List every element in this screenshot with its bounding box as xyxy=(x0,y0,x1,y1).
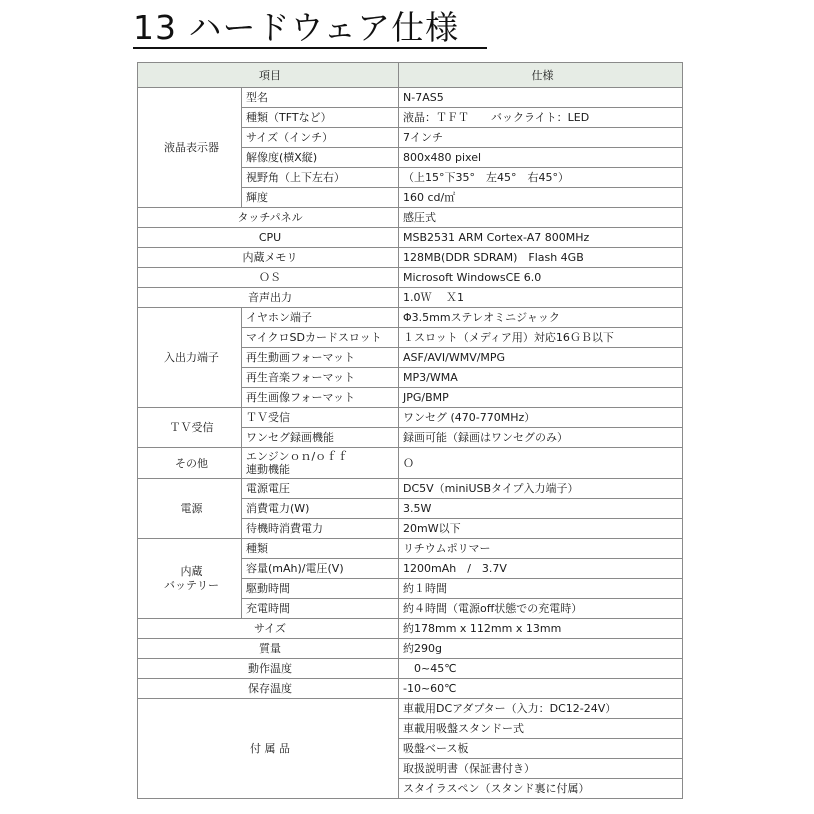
header-item: 項目 xyxy=(138,63,399,88)
spec-sub-label: 再生動画フォーマット xyxy=(242,348,399,368)
table-row xyxy=(138,88,683,108)
table-row xyxy=(138,479,683,499)
spec-sub-label: 種類（TFTなど） xyxy=(242,108,399,128)
spec-sub-label: エンジンｏｎ/ｏｆｆ 連動機能 xyxy=(242,448,399,479)
spec-value: Microsoft WindowsCE 6.0 xyxy=(399,268,683,288)
spec-sub-label: 駆動時間 xyxy=(242,579,399,599)
spec-value: MP3/WMA xyxy=(399,368,683,388)
spec-value: リチウムポリマー xyxy=(399,539,683,559)
spec-value: 吸盤ベース板 xyxy=(399,739,683,759)
table-row xyxy=(138,308,683,328)
table-row xyxy=(138,699,683,719)
table-row xyxy=(138,619,683,639)
spec-value: ASF/AVI/WMV/MPG xyxy=(399,348,683,368)
spec-sub-label: ＴＶ受信 xyxy=(242,408,399,428)
spec-value: 0~45℃ xyxy=(399,659,683,679)
spec-sub-label: 解像度(横X縦) xyxy=(242,148,399,168)
spec-value: 約290g xyxy=(399,639,683,659)
spec-value: 車載用吸盤スタンドー式 xyxy=(399,719,683,739)
spec-item-label: サイズ xyxy=(138,619,399,639)
spec-sub-label: 消費電力(W) xyxy=(242,499,399,519)
spec-sub-label: 待機時消費電力 xyxy=(242,519,399,539)
spec-value: MSB2531 ARM Cortex-A7 800MHz xyxy=(399,228,683,248)
spec-value: 1200mAh / 3.7V xyxy=(399,559,683,579)
spec-category: 入出力端子 xyxy=(138,308,242,408)
table-row xyxy=(138,539,683,559)
spec-value: 128MB(DDR SDRAM) Flash 4GB xyxy=(399,248,683,268)
spec-value: 20mW以下 xyxy=(399,519,683,539)
spec-value: 1.0Ｗ Ｘ1 xyxy=(399,288,683,308)
spec-value: 液晶：ＴＦＴ バックライト：LED xyxy=(399,108,683,128)
spec-value: 約178mm x 112mm x 13mm xyxy=(399,619,683,639)
spec-category: 電源 xyxy=(138,479,242,539)
spec-category: 付 属 品 xyxy=(138,699,399,799)
spec-item-label: CPU xyxy=(138,228,399,248)
title-underline xyxy=(133,47,487,49)
table-row xyxy=(138,639,683,659)
spec-sub-label: 再生画像フォーマット xyxy=(242,388,399,408)
spec-item-label: 動作温度 xyxy=(138,659,399,679)
spec-value: DC5V（miniUSBタイプ入力端子） xyxy=(399,479,683,499)
spec-value: １スロット（メディア用）対応16ＧＢ以下 xyxy=(399,328,683,348)
table-row xyxy=(138,208,683,228)
spec-value: 800x480 pixel xyxy=(399,148,683,168)
table-row xyxy=(138,288,683,308)
spec-item-label: タッチパネル xyxy=(138,208,399,228)
table-row xyxy=(138,228,683,248)
table-row xyxy=(138,248,683,268)
spec-item-label: 音声出力 xyxy=(138,288,399,308)
spec-value: （上15°下35° 左45° 右45°） xyxy=(399,168,683,188)
spec-category: その他 xyxy=(138,448,242,479)
spec-value: JPG/BMP xyxy=(399,388,683,408)
spec-value: -10~60℃ xyxy=(399,679,683,699)
table-row xyxy=(138,679,683,699)
spec-sub-label: イヤホン端子 xyxy=(242,308,399,328)
spec-sub-label: サイズ（インチ） xyxy=(242,128,399,148)
spec-category: 液晶表示器 xyxy=(138,88,242,208)
spec-value: Ｏ xyxy=(399,448,683,479)
spec-sub-label: 容量(mAh)/電圧(V) xyxy=(242,559,399,579)
spec-value: 車載用DCアダプター（入力：DC12-24V） xyxy=(399,699,683,719)
spec-item-label: 質量 xyxy=(138,639,399,659)
table-row xyxy=(138,659,683,679)
spec-value: 取扱説明書（保証書付き） xyxy=(399,759,683,779)
spec-item-label: ＯＳ xyxy=(138,268,399,288)
spec-sub-label: 視野角（上下左右） xyxy=(242,168,399,188)
spec-sub-label: ワンセグ録画機能 xyxy=(242,428,399,448)
spec-value: 感圧式 xyxy=(399,208,683,228)
spec-value: ワンセグ (470-770MHz） xyxy=(399,408,683,428)
spec-sub-label: 電源電圧 xyxy=(242,479,399,499)
spec-sub-label: マイクロSDカードスロット xyxy=(242,328,399,348)
spec-item-label: 内蔵メモリ xyxy=(138,248,399,268)
table-row xyxy=(138,268,683,288)
spec-value: N-7AS5 xyxy=(399,88,683,108)
spec-sub-label: 種類 xyxy=(242,539,399,559)
spec-value: 録画可能（録画はワンセグのみ） xyxy=(399,428,683,448)
spec-value: 7インチ xyxy=(399,128,683,148)
spec-sub-label: 型名 xyxy=(242,88,399,108)
page-title: 13 ハードウェア仕様 xyxy=(133,8,460,47)
table-row xyxy=(138,408,683,428)
spec-category: ＴＶ受信 xyxy=(138,408,242,448)
spec-sub-label: 輝度 xyxy=(242,188,399,208)
spec-sub-label: 充電時間 xyxy=(242,599,399,619)
spec-value: 約１時間 xyxy=(399,579,683,599)
spec-value: 約４時間（電源off状態での充電時） xyxy=(399,599,683,619)
spec-value: 3.5W xyxy=(399,499,683,519)
spec-table xyxy=(137,62,683,799)
spec-sub-label: 再生音楽フォーマット xyxy=(242,368,399,388)
spec-value: Φ3.5mmステレオミニジャック xyxy=(399,308,683,328)
spec-value: 160 cd/㎡ xyxy=(399,188,683,208)
spec-table-body xyxy=(138,88,683,799)
spec-item-label: 保存温度 xyxy=(138,679,399,699)
spec-value: スタイラスペン（スタンド裏に付属） xyxy=(399,779,683,799)
spec-category: 内蔵 バッテリー xyxy=(138,539,242,619)
header-spec: 仕様 xyxy=(399,63,683,88)
table-header-row xyxy=(138,63,683,88)
table-row xyxy=(138,448,683,479)
